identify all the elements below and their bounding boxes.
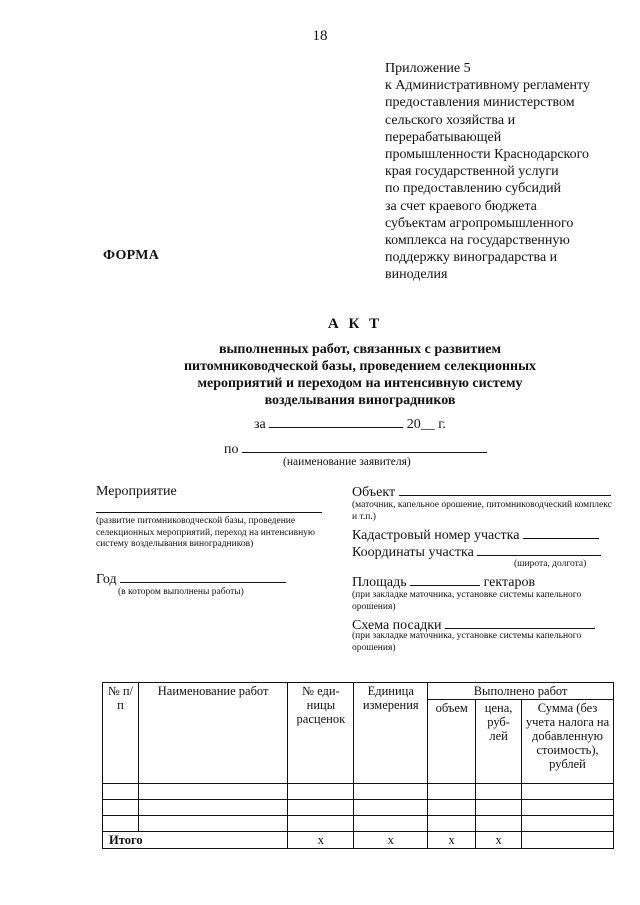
table-cell[interactable] <box>428 800 476 816</box>
year-label: Год <box>96 572 117 587</box>
year-line <box>96 569 286 588</box>
appendix-line: виноделия <box>385 267 448 283</box>
table-cell[interactable] <box>522 784 614 800</box>
act-subtitle-line: возделывания виноградников <box>264 393 456 408</box>
header-price: цена, руб-лей <box>476 700 522 784</box>
period-prefix: за <box>254 417 266 432</box>
applicant-blank[interactable] <box>242 439 487 453</box>
appendix-line: Приложение 5 <box>385 61 471 76</box>
appendix-line: к Административному регламенту <box>385 78 590 94</box>
table-cell[interactable] <box>522 800 614 816</box>
act-title: А К Т <box>327 316 383 332</box>
measure-label: Мероприятие <box>96 484 177 499</box>
year-blank[interactable] <box>120 569 286 583</box>
appendix-line: за счет краевого бюджета <box>385 198 537 214</box>
act-subtitle <box>160 341 560 409</box>
header-volume: объем <box>428 700 476 784</box>
table-cell[interactable] <box>354 784 428 800</box>
appendix-line: по предоставлению субсидий <box>385 181 562 197</box>
header-name: Наименование работ <box>138 683 288 784</box>
appendix-line: комплекса на государственную <box>385 233 570 249</box>
table-cell[interactable] <box>476 800 522 816</box>
area-label: Площадь <box>352 575 407 590</box>
table-cell[interactable] <box>288 816 354 832</box>
total-row <box>103 832 614 849</box>
total-volume: х <box>428 832 476 849</box>
act-subtitle-line: выполненных работ, связанных с развитием <box>218 342 502 357</box>
total-price: х <box>476 832 522 849</box>
table-cell[interactable] <box>428 816 476 832</box>
table-cell[interactable] <box>476 784 522 800</box>
appendix-line: промышленности Краснодарского <box>385 147 590 163</box>
appendix-block <box>385 60 625 284</box>
table-cell[interactable] <box>354 816 428 832</box>
table-row <box>103 800 614 816</box>
period-blank[interactable] <box>269 414 403 428</box>
cadastral-label: Кадастровый номер участка <box>352 528 520 543</box>
form-label: ФОРМА <box>103 248 160 263</box>
appendix-line: поддержку виноградарства и <box>385 250 558 266</box>
object-line <box>352 482 611 501</box>
total-rate: х <box>288 832 354 849</box>
table-cell[interactable] <box>103 800 139 816</box>
table-cell[interactable] <box>138 800 288 816</box>
act-subtitle-line: мероприятий и переходом на интенсивную систему <box>197 376 523 391</box>
year-note: (в котором выполнены работы) <box>118 587 244 597</box>
scheme-label: Схема посадки <box>352 618 442 633</box>
table-cell[interactable] <box>288 800 354 816</box>
table-cell[interactable] <box>476 816 522 832</box>
table-cell[interactable] <box>103 784 139 800</box>
table-cell[interactable] <box>522 816 614 832</box>
total-label: Итого <box>103 832 288 849</box>
total-sum[interactable] <box>522 832 614 849</box>
scheme-blank[interactable] <box>445 615 595 629</box>
measure-blank[interactable] <box>96 512 322 513</box>
appendix-line: перерабатывающей <box>385 129 502 145</box>
area-blank[interactable] <box>410 572 480 586</box>
coords-blank[interactable] <box>477 542 601 556</box>
total-unit: х <box>354 832 428 849</box>
area-line <box>352 572 535 591</box>
act-subtitle-line: питомниководческой базы, проведением селекционных <box>183 359 537 374</box>
header-sum: Сумма (без учета налога на добавленную стоимость), рублей <box>522 700 614 784</box>
header-done: Выполнено работ <box>428 683 614 700</box>
coords-label: Координаты участка <box>352 545 474 560</box>
cadastral-blank[interactable] <box>523 525 599 539</box>
table-cell[interactable] <box>138 784 288 800</box>
table-row <box>103 784 614 800</box>
coords-note: (широта, долгота) <box>514 559 587 569</box>
area-unit: гектаров <box>483 575 536 590</box>
works-table <box>102 682 614 849</box>
scheme-note: (при закладке маточника, установке системы капельного орошения) <box>352 631 582 653</box>
table-cell[interactable] <box>138 816 288 832</box>
table-row <box>103 816 614 832</box>
header-num: № п/п <box>103 683 139 784</box>
appendix-line: предоставления министерством <box>385 95 575 111</box>
table-cell[interactable] <box>103 816 139 832</box>
measure-note: (развитие питомниководческой базы, проведение селекционных мероприятий, переход на интенсивную систему возделывания виноградников) <box>96 516 316 549</box>
header-unit: Единица измерения <box>354 683 428 784</box>
applicant-prefix: по <box>224 442 239 457</box>
object-blank[interactable] <box>399 482 611 496</box>
area-note: (при закладке маточника, установке системы капельного орошения) <box>352 590 582 612</box>
table-cell[interactable] <box>354 800 428 816</box>
page-number: 18 <box>312 28 328 44</box>
table-cell[interactable] <box>428 784 476 800</box>
appendix-line: субъектам агропромышленного <box>385 215 574 231</box>
period-line <box>254 414 446 433</box>
applicant-note: (наименование заявителя) <box>283 456 411 468</box>
header-rate: № еди-ницы расценок <box>288 683 354 784</box>
object-note: (маточник, капельное орошение, питомниководческий комплекс и т.п.) <box>352 500 612 522</box>
appendix-line: края государственной услуги <box>385 164 559 180</box>
appendix-line: сельского хозяйства и <box>385 112 516 128</box>
object-label: Объект <box>352 485 396 500</box>
table-cell[interactable] <box>288 784 354 800</box>
period-year: 20__ г. <box>406 417 446 432</box>
